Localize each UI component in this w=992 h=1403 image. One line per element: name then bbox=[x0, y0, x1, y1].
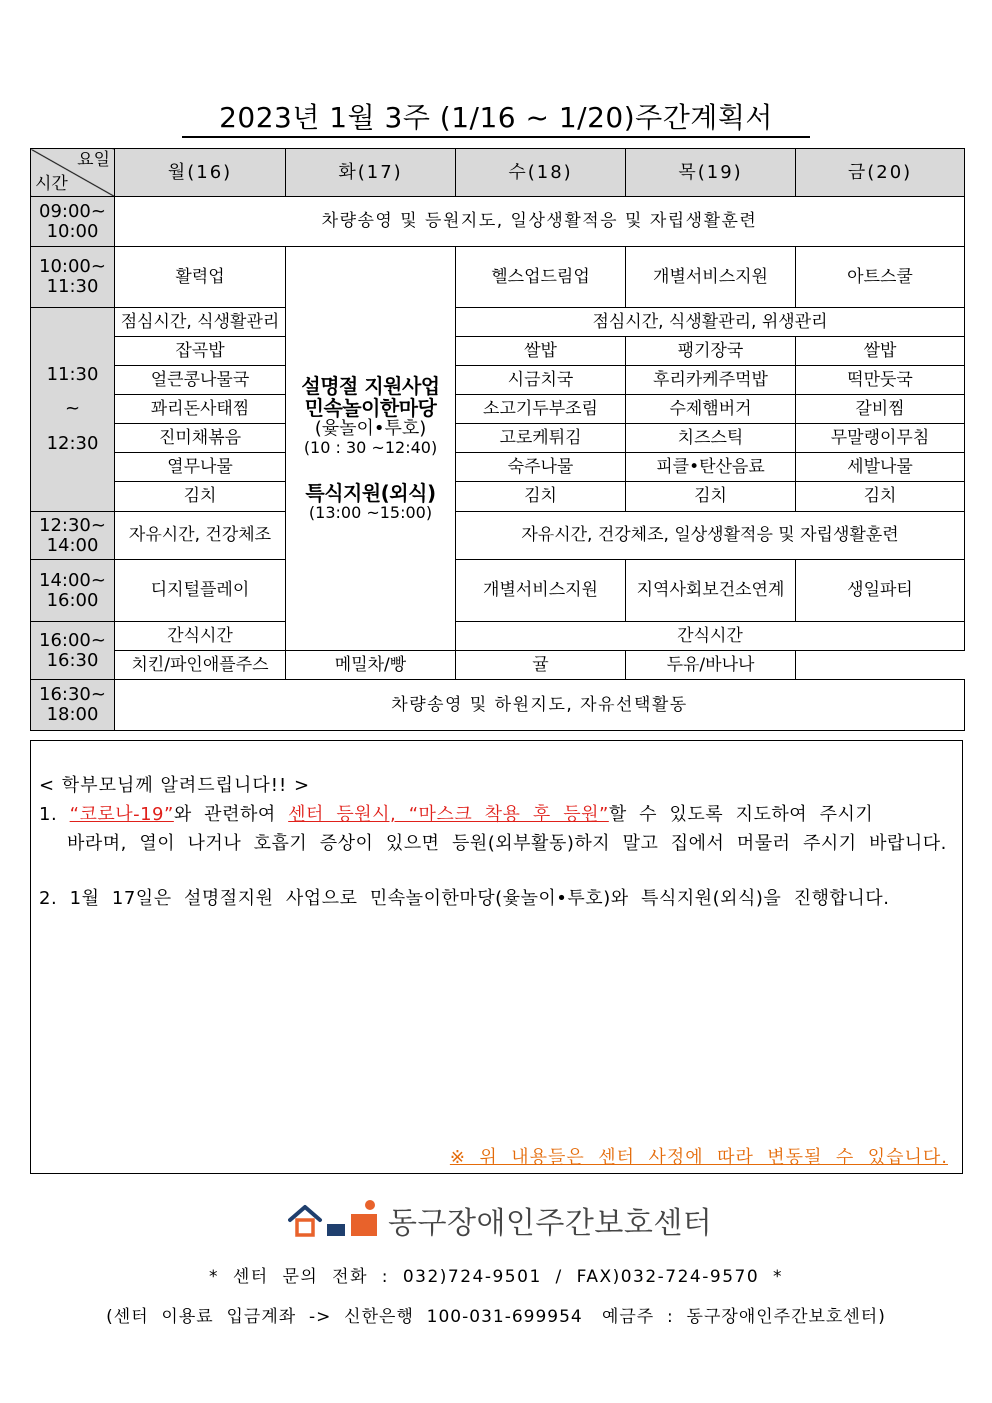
fri-menu-item: 김치 bbox=[796, 482, 965, 512]
corner-cell bbox=[31, 149, 115, 197]
wed-menu-item: 소고기두부조림 bbox=[456, 395, 626, 424]
fri-menu-item: 세발나물 bbox=[796, 453, 965, 482]
org-name: 동구장애인주간보호센터 bbox=[388, 1206, 713, 1241]
morning-arrival-activity: 차량송영 및 등원지도, 일상생활적응 및 자립생활훈련 bbox=[115, 197, 965, 247]
notice-item-1-mid: 와 관련하여 bbox=[173, 804, 289, 825]
thu-menu-item: 피클•탄산음료 bbox=[626, 453, 796, 482]
notice-mask-requirement: 센터 등원시, “마스크 착용 후 등원” bbox=[288, 804, 609, 825]
thu-menu-item: 김치 bbox=[626, 482, 796, 512]
fri-menu-item: 쌀밥 bbox=[796, 337, 965, 366]
notice-item-1-rest: 할 수 있도록 지도하여 주시기 bbox=[608, 804, 874, 825]
tue-special-event bbox=[286, 247, 456, 651]
mon-menu-item: 김치 bbox=[115, 482, 286, 512]
notice-footnote: ※ 위 내용들은 센터 사정에 따라 변동될 수 있습니다. bbox=[449, 1147, 948, 1168]
parent-notice-box bbox=[30, 740, 963, 1174]
contact-info: * 센터 문의 전화 : 032)724-9501 / FAX)032-724-9570 * bbox=[209, 1267, 783, 1287]
payment-account-info: (센터 이용료 입금계좌 -> 신한은행 100-031-699954 예금주 : 동구장애인주간보호센터) bbox=[106, 1307, 886, 1327]
mon-snack-item: 치킨/파인애플주스 bbox=[115, 651, 286, 680]
tue-special-title: 설명절 지원사업 bbox=[301, 374, 440, 398]
fri-menu-item: 떡만둣국 bbox=[796, 366, 965, 395]
wed-snack-item: 메밀차/빵 bbox=[286, 651, 456, 680]
mon-menu-item: 열무나물 bbox=[115, 453, 286, 482]
house-logo-icon bbox=[288, 1198, 380, 1242]
mon-lunch-header: 점심시간, 식생활관리 bbox=[115, 308, 286, 337]
wed-1400-activity: 개별서비스지원 bbox=[456, 560, 626, 622]
time-slot-1400: 14:00~ 16:00 bbox=[31, 560, 115, 622]
mon-1400-activity: 디지털플레이 bbox=[115, 560, 286, 622]
time-slot-1230: 12:30~ 14:00 bbox=[31, 512, 115, 560]
time-slot-1630: 16:30~ 18:00 bbox=[31, 680, 115, 731]
mon-menu-item: 잡곡밥 bbox=[115, 337, 286, 366]
day-header-fri: 금(20) bbox=[796, 149, 965, 197]
notice-item-1 bbox=[39, 800, 873, 826]
mon-1230-activity: 자유시간, 건강체조 bbox=[115, 512, 286, 560]
wtf-1230-activity: 자유시간, 건강체조, 일상생활적응 및 자립생활훈련 bbox=[456, 512, 965, 560]
tue-special-meal: 특식지원(외식) bbox=[305, 481, 436, 506]
corner-day-label: 요일 bbox=[77, 150, 110, 170]
notice-heading: < 학부모님께 알려드립니다!! > bbox=[39, 775, 311, 796]
fri-menu-item: 갈비찜 bbox=[796, 395, 965, 424]
wed-menu-item: 시금치국 bbox=[456, 366, 626, 395]
thu-menu-item: 치즈스틱 bbox=[626, 424, 796, 453]
tue-special-meal-time: (13:00 ~15:00) bbox=[308, 503, 433, 523]
time-slot-1130: 11:30 ~ 12:30 bbox=[31, 308, 115, 512]
wed-1000-activity: 헬스업드림업 bbox=[456, 247, 626, 308]
thu-1400-activity: 지역사회보건소연계 bbox=[626, 560, 796, 622]
wtf-snack-header: 간식시간 bbox=[456, 622, 965, 651]
time-slot-1000: 10:00~ 11:30 bbox=[31, 247, 115, 308]
wed-menu-item: 숙주나물 bbox=[456, 453, 626, 482]
thu-menu-item: 후리카케주먹밥 bbox=[626, 366, 796, 395]
thu-menu-item: 수제햄버거 bbox=[626, 395, 796, 424]
org-logo bbox=[288, 1198, 712, 1242]
fri-menu-item: 무말랭이무침 bbox=[796, 424, 965, 453]
wtf-lunch-header: 점심시간, 식생활관리, 위생관리 bbox=[456, 308, 965, 337]
day-header-wed: 수(18) bbox=[456, 149, 626, 197]
wed-menu-item: 김치 bbox=[456, 482, 626, 512]
mon-1000-activity: 활력업 bbox=[115, 247, 286, 308]
mon-snack-header: 간식시간 bbox=[115, 622, 286, 651]
mon-menu-item: 얼큰콩나물국 bbox=[115, 366, 286, 395]
tue-special-time: (10 : 30 ~12:40) bbox=[303, 437, 438, 457]
tue-special-games: (윷놀이•투호) bbox=[314, 418, 427, 439]
notice-item-1-number: 1. bbox=[39, 804, 70, 825]
weekly-schedule-table bbox=[30, 148, 965, 731]
day-header-thu: 목(19) bbox=[626, 149, 796, 197]
thu-1000-activity: 개별서비스지원 bbox=[626, 247, 796, 308]
mon-menu-item: 진미채볶음 bbox=[115, 424, 286, 453]
corner-time-label: 시간 bbox=[35, 174, 68, 195]
page-title: 2023년 1월 3주 (1/16 ~ 1/20)주간계획서 bbox=[182, 98, 810, 138]
time-slot-0900: 09:00~ 10:00 bbox=[31, 197, 115, 247]
time-slot-1600: 16:00~ 16:30 bbox=[31, 622, 115, 680]
wed-menu-item: 쌀밥 bbox=[456, 337, 626, 366]
fri-snack-item: 두유/바나나 bbox=[626, 651, 796, 680]
evening-departure-activity: 차량송영 및 하원지도, 자유선택활동 bbox=[115, 680, 965, 731]
thu-menu-item: 팽기장국 bbox=[626, 337, 796, 366]
day-header-tue: 화(17) bbox=[286, 149, 456, 197]
mon-menu-item: 꽈리돈사태찜 bbox=[115, 395, 286, 424]
day-header-mon: 월(16) bbox=[115, 149, 286, 197]
tue-special-event-name: 민속놀이한마당 bbox=[304, 396, 437, 420]
notice-item-1-continued: 바라며, 열이 나거나 호흡기 증상이 있으면 등원(외부활동)하지 말고 집에서 머물러 주시기 바랍니다. bbox=[67, 833, 947, 854]
thu-snack-item: 귤 bbox=[456, 651, 626, 680]
fri-1400-activity: 생일파티 bbox=[796, 560, 965, 622]
notice-item-2: 2. 1월 17일은 설명절지원 사업으로 민속놀이한마당(윷놀이•투호)와 특식지원(외식)을 진행합니다. bbox=[39, 888, 890, 909]
fri-1000-activity: 아트스쿨 bbox=[796, 247, 965, 308]
wed-menu-item: 고로케튀김 bbox=[456, 424, 626, 453]
notice-covid-label: “코로나-19” bbox=[69, 804, 174, 825]
